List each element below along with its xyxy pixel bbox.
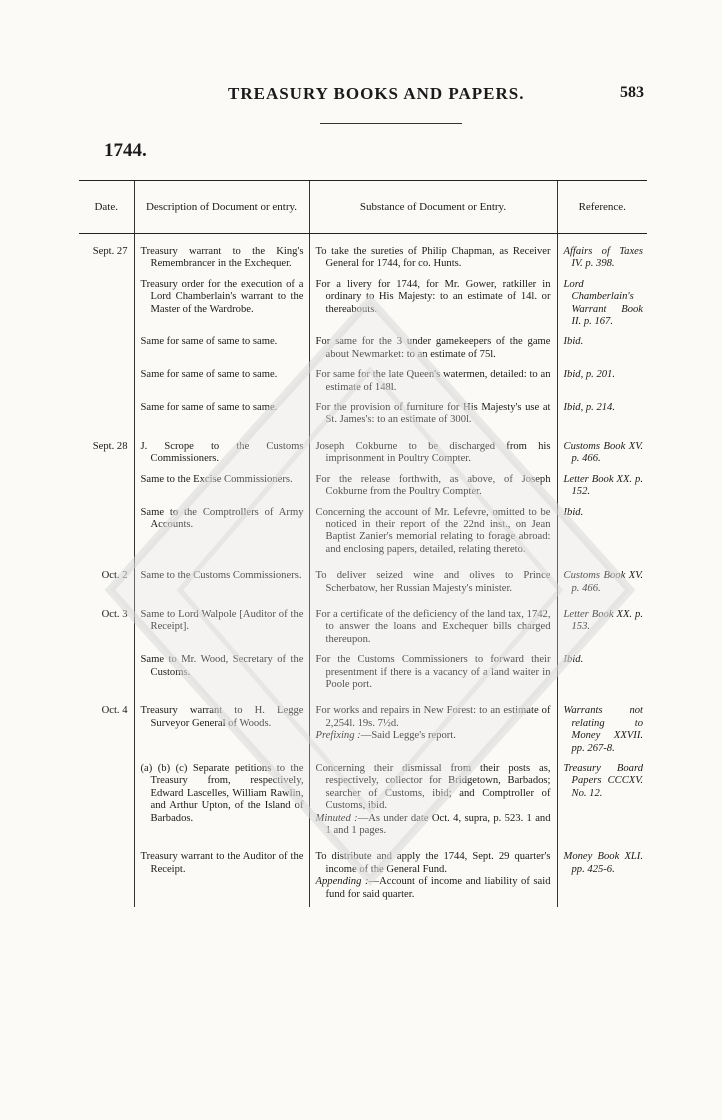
entry-substance-text: Concerning their dismissal from their posts as, respectively, collector for Bridgetown, Barbados; searcher of Customs, ibid; and Comptroller of Customs, ibid. — [315, 763, 551, 812]
entry-substance-text: For same for the 3 under gamekeepers of the game about Newmarket: to an estimate of 75l. — [315, 336, 551, 360]
entry-description — [134, 646, 309, 691]
entry-description — [134, 234, 309, 271]
table-row — [79, 755, 647, 837]
year-heading: 1744. — [104, 140, 147, 161]
entry-substance-text: To deliver seized wine and olives to Prince Scherbatow, her Russian Majesty's minister. — [315, 570, 551, 594]
table-header-row — [79, 181, 647, 234]
entry-reference — [557, 466, 647, 499]
entry-reference-text: Money Book XLI. pp. 425-6. — [563, 851, 643, 875]
entry-date: Oct. 4 — [101, 705, 128, 717]
entry-description — [134, 691, 309, 755]
column-header-description: Description of Document or entry. — [134, 181, 309, 234]
entry-substance — [309, 556, 557, 595]
entry-reference-text: Affairs of Taxes IV. p. 398. — [563, 246, 643, 270]
entry-description — [134, 837, 309, 907]
entry-note-label: Minuted : — [315, 812, 358, 824]
entry-reference — [557, 755, 647, 837]
header-rule — [320, 123, 462, 124]
entry-date — [79, 328, 134, 361]
entry-description — [134, 271, 309, 329]
entry-description-text: Treasury order for the execution of a Lord Chamberlain's warrant to the Master of the Wardrobe. — [140, 278, 304, 315]
entry-description-text: Treasury warrant to H. Legge Surveyor General of Woods. — [140, 705, 304, 729]
entry-substance-text: Concerning the account of Mr. Lefevre, omitted to be noticed in their report of the 22nd inst., on Jean Baptist Zanier's memorial relating to forage abroad: and enclosing papers, detailed, relating thereto. — [315, 506, 551, 555]
entry-substance — [309, 234, 557, 271]
entry-description — [134, 556, 309, 595]
column-header-date: Date. — [79, 181, 134, 234]
entry-substance-text: Joseph Cokburne to be discharged from his imprisonment in Poultry Compter. — [315, 440, 551, 465]
records-table-container — [79, 180, 647, 907]
entry-note — [316, 813, 551, 838]
entry-description-text: Same to the Excise Commissioners. — [140, 473, 293, 485]
table-row — [79, 234, 647, 271]
entry-description-text: Treasury warrant to the King's Remembrancer in the Exchequer. — [140, 246, 304, 270]
entry-note-text: —Said Legge's report. — [360, 730, 456, 742]
entry-description — [134, 595, 309, 646]
entry-reference-text: Ibid. — [563, 336, 584, 348]
table-row — [79, 646, 647, 691]
entry-date: Sept. 28 — [92, 440, 128, 452]
entry-description-text: Treasury warrant to the Auditor of the Receipt. — [140, 851, 304, 875]
entry-reference — [557, 837, 647, 907]
entry-reference-text: Ibid. — [563, 654, 584, 666]
table-row — [79, 499, 647, 557]
entry-description-text: Same for same of same to same. — [140, 336, 278, 348]
entry-description-text: (a) (b) (c) Separate petitions to the Treasury from, respectively, Edward Lascelles, William Rawlin, and Arthur Upton, of the Island of Barbados. — [140, 763, 304, 824]
entry-substance — [309, 595, 557, 646]
entry-substance-text: For same for the late Queen's watermen, detailed: to an estimate of 148l. — [315, 369, 551, 393]
entry-substance-text: For the release forthwith, as above, of Joseph Cokburne from the Poultry Compter. — [315, 473, 551, 498]
entry-reference — [557, 328, 647, 361]
entry-reference — [557, 271, 647, 329]
entry-reference-text: Warrants not relating to Money XXVII. pp. 267-8. — [563, 705, 643, 754]
table-row — [79, 556, 647, 595]
entry-substance — [309, 837, 557, 907]
table-row — [79, 691, 647, 755]
entry-description — [134, 328, 309, 361]
table-row — [79, 361, 647, 394]
entry-reference-text: Customs Book XV. p. 466. — [563, 440, 643, 465]
entry-substance — [309, 361, 557, 394]
entry-description-text: Same for same of same to same. — [140, 369, 278, 381]
entry-description — [134, 394, 309, 427]
entry-reference — [557, 691, 647, 755]
entry-note-text: —Account of income and liability of said fund for said quarter. — [325, 876, 551, 900]
entry-description — [134, 427, 309, 466]
entry-date: Oct. 3 — [101, 608, 128, 620]
entry-substance-text: For the provision of furniture for His Majesty's use at St. James's: to an estimate of 300l. — [315, 402, 551, 426]
entry-date — [79, 466, 134, 499]
entry-note-label: Appending : — [315, 876, 369, 888]
entry-reference-text: Treasury Board Papers CCCXV. No. 12. — [563, 763, 643, 799]
entry-substance — [309, 271, 557, 329]
entry-substance — [309, 691, 557, 755]
entry-description — [134, 361, 309, 394]
entry-reference-text: Letter Book XX. p. 153. — [563, 608, 643, 633]
records-table — [79, 180, 647, 907]
entry-reference — [557, 394, 647, 427]
entry-substance-text: For a livery for 1744, for Mr. Gower, ratkiller in ordinary to His Majesty: to an estimate of 14l. or thereabouts. — [315, 278, 551, 315]
entry-reference-text: Letter Book XX. p. 152. — [563, 473, 643, 498]
entry-substance-text: To take the sureties of Philip Chapman, as Receiver General for 1744, for co. Hunts. — [315, 246, 551, 270]
entry-reference — [557, 234, 647, 271]
entry-substance — [309, 328, 557, 361]
entry-note-text: —As under date Oct. 4, supra, p. 523. 1 and 1 and 1 pages. — [325, 812, 551, 837]
entry-substance — [309, 466, 557, 499]
entry-substance — [309, 499, 557, 557]
entry-note — [316, 876, 551, 901]
table-row — [79, 394, 647, 427]
entry-reference — [557, 499, 647, 557]
entry-reference — [557, 556, 647, 595]
entry-description-text: J. Scrope to the Customs Commissioners. — [140, 440, 304, 465]
entry-date — [79, 271, 134, 329]
entry-date — [79, 394, 134, 427]
entry-reference-text: Ibid, p. 201. — [563, 369, 615, 381]
entry-description-text: Same to Mr. Wood, Secretary of the Customs. — [140, 654, 304, 678]
table-row — [79, 271, 647, 329]
entry-substance — [309, 427, 557, 466]
entry-substance-text: For the Customs Commissioners to forward their presentment if there is a vacancy of a land waiter in Poole port. — [315, 654, 551, 690]
entry-reference-text: Ibid. — [563, 506, 584, 518]
entry-substance-text: To distribute and apply the 1744, Sept. 29 quarter's income of the General Fund. — [315, 851, 551, 875]
entry-reference — [557, 595, 647, 646]
entry-substance — [309, 394, 557, 427]
entry-description-text: Same to the Customs Commissioners. — [140, 570, 302, 582]
entry-substance-text: For a certificate of the deficiency of the land tax, 1742, to answer the loans and Exchequer bills charged thereupon. — [315, 608, 551, 645]
table-row — [79, 328, 647, 361]
entry-description-text: Same to the Comptrollers of Army Accounts. — [140, 506, 304, 530]
entry-date — [79, 837, 134, 907]
entry-substance-text: For works and repairs in New Forest: to an estimate of 2,254l. 19s. 7½d. — [315, 705, 551, 729]
entry-date — [79, 755, 134, 837]
entry-reference-text: Lord Chamberlain's Warrant Book II. p. 167. — [563, 278, 643, 328]
entry-date — [79, 361, 134, 394]
entry-date: Sept. 27 — [92, 246, 128, 257]
entry-description-text: Same to Lord Walpole [Auditor of the Receipt]. — [140, 608, 304, 633]
table-row — [79, 427, 647, 466]
entry-date: Oct. 2 — [101, 570, 128, 582]
entry-description — [134, 499, 309, 557]
entry-description — [134, 755, 309, 837]
entry-reference — [557, 646, 647, 691]
running-title: TREASURY BOOKS AND PAPERS. — [228, 84, 525, 103]
entry-reference — [557, 427, 647, 466]
entry-description — [134, 466, 309, 499]
page-number: 583 — [620, 84, 644, 101]
entry-note-label: Prefixing : — [315, 730, 361, 742]
page-header — [0, 84, 722, 108]
entry-note — [316, 730, 551, 742]
table-row — [79, 466, 647, 499]
entry-date — [79, 499, 134, 557]
entry-substance — [309, 646, 557, 691]
entry-description-text: Same for same of same to same. — [140, 402, 278, 414]
entry-reference-text: Customs Book XV. p. 466. — [563, 570, 643, 594]
entry-reference-text: Ibid, p. 214. — [563, 402, 615, 414]
column-header-substance: Substance of Document or Entry. — [309, 181, 557, 234]
table-row — [79, 595, 647, 646]
entry-substance — [309, 755, 557, 837]
entry-date — [79, 646, 134, 691]
column-header-reference: Reference. — [557, 181, 647, 234]
entry-reference — [557, 361, 647, 394]
table-row — [79, 837, 647, 907]
